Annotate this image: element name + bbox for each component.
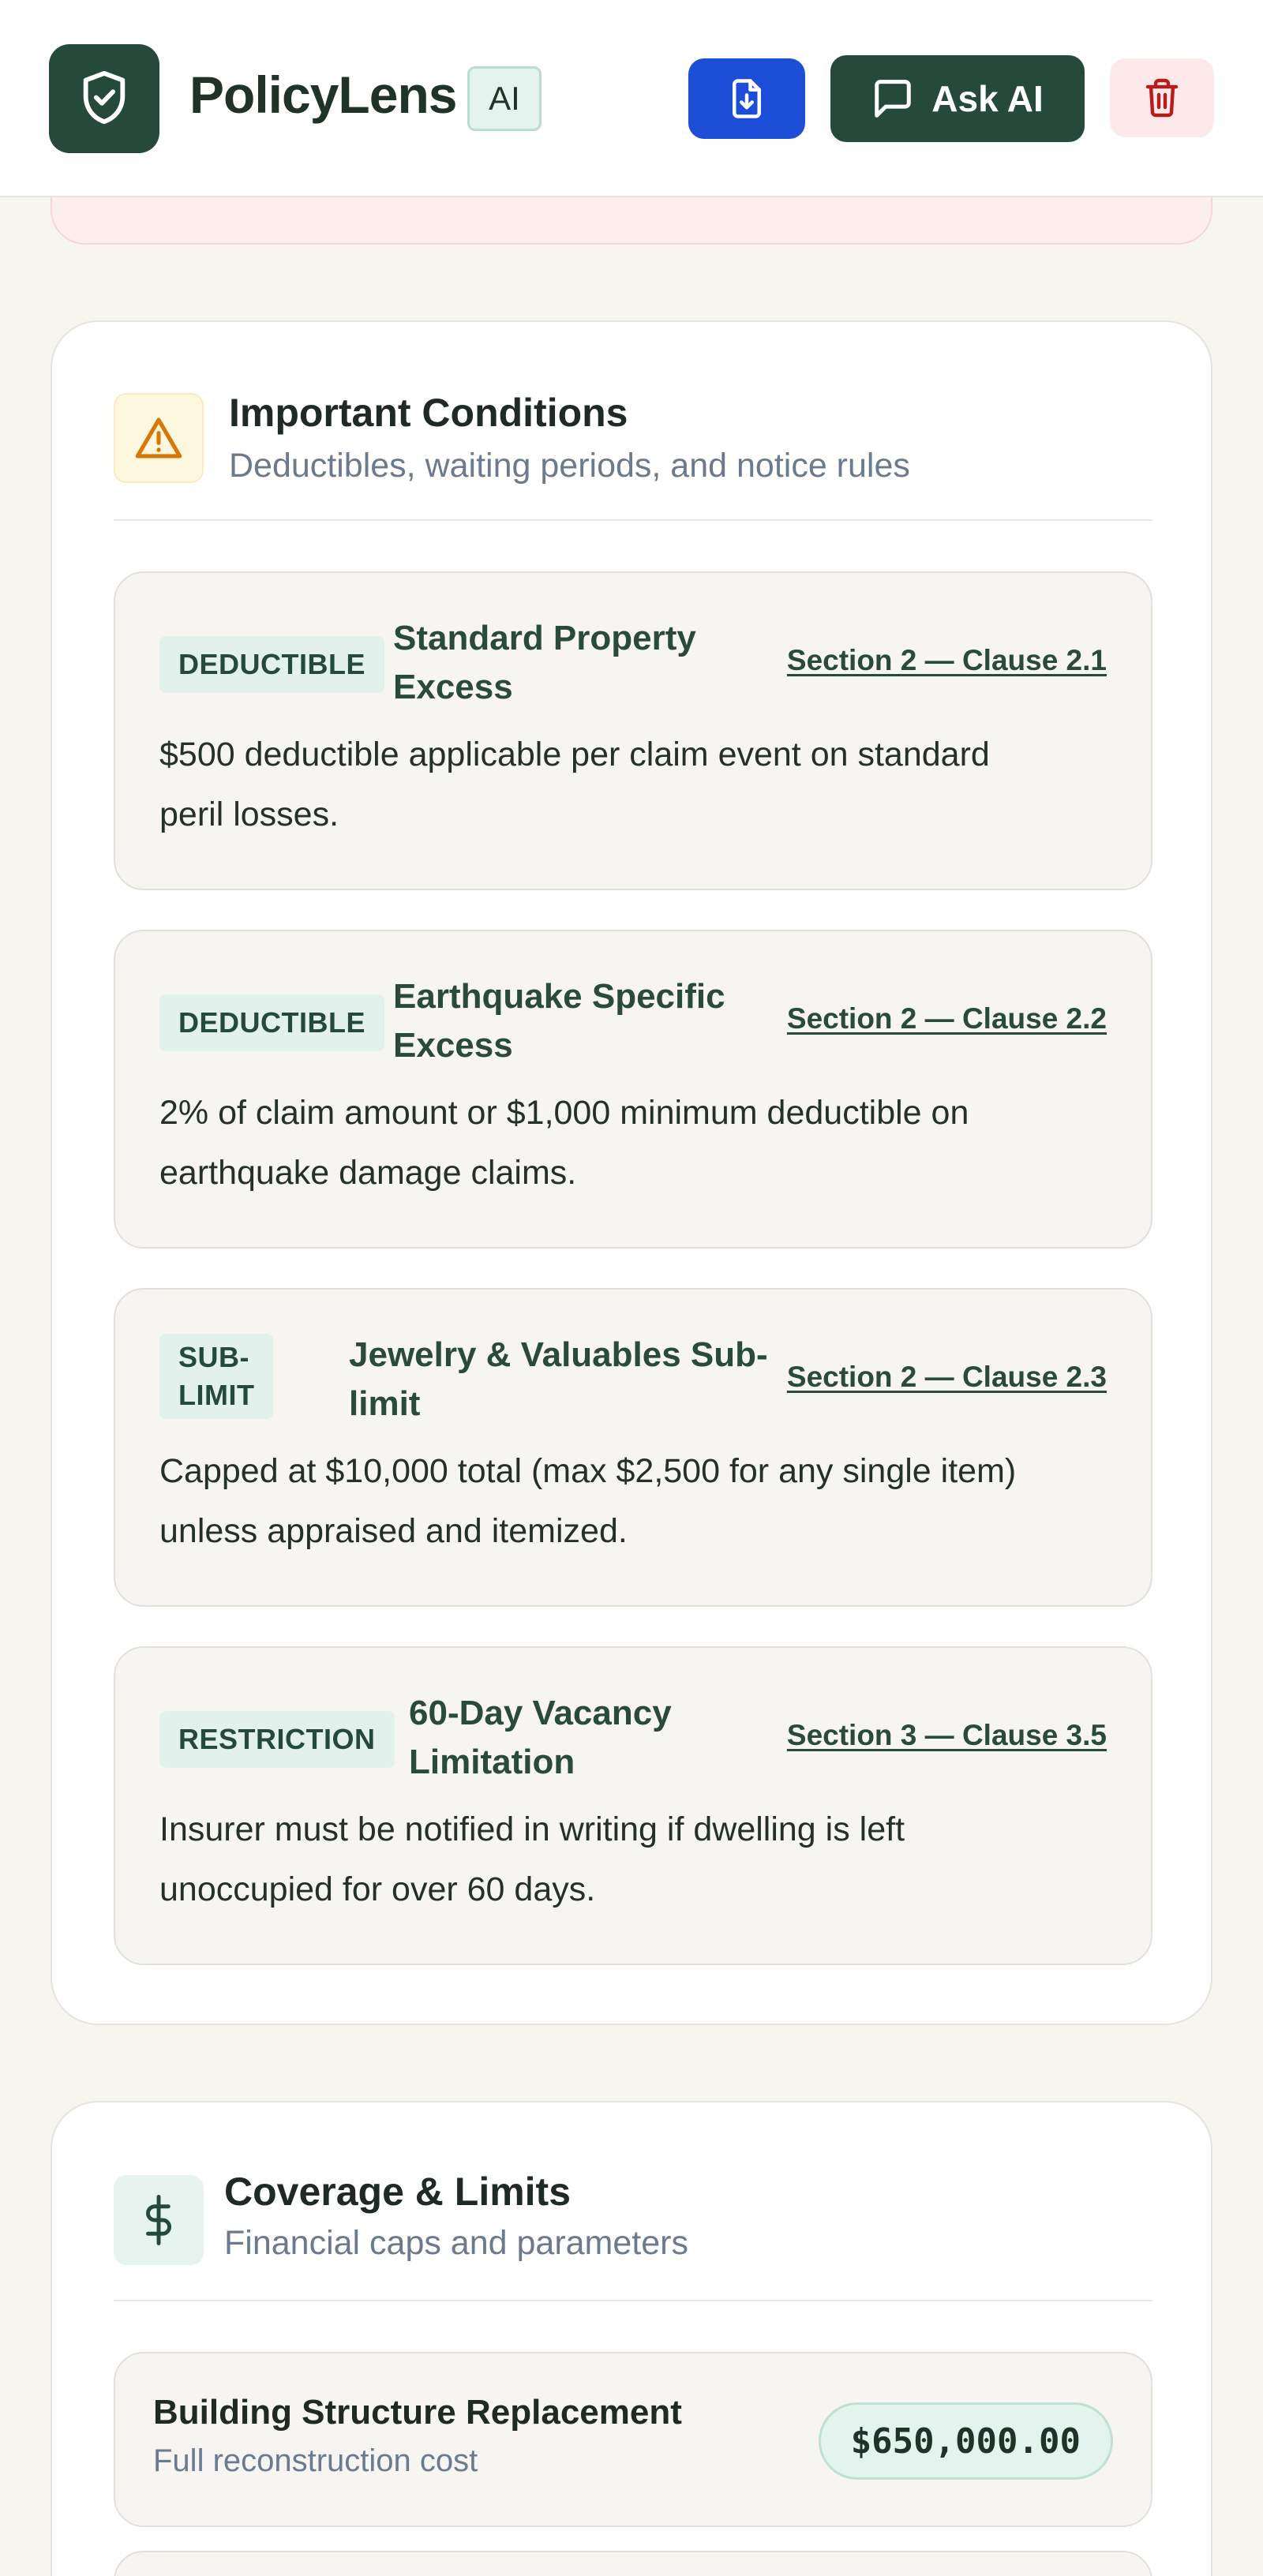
dollar-icon — [114, 2175, 204, 2265]
condition-tag: SUB- LIMIT — [159, 1334, 273, 1419]
coverage-item — [114, 2352, 1152, 2527]
condition-title: Standard Property Excess — [393, 619, 696, 706]
condition-description: 2% of claim amount or $1,000 minimum deductible on earthquake damage claims. — [159, 1094, 969, 1192]
section-title: Coverage & Limits — [224, 2170, 572, 2214]
clause-reference-link[interactable]: Section 2 — Clause 2.1 — [786, 644, 1107, 676]
alert-triangle-icon — [114, 393, 204, 483]
ask-ai-button[interactable] — [830, 55, 1085, 142]
coverage-item — [114, 2551, 1152, 2576]
file-download-icon — [729, 77, 765, 120]
condition-item — [114, 1288, 1152, 1607]
coverage-value-badge: $650,000.00 — [819, 2402, 1113, 2480]
clause-reference-link[interactable]: Section 3 — Clause 3.5 — [786, 1719, 1107, 1751]
condition-description: Capped at $10,000 total (max $2,500 for any single item) unless appraised and itemized. — [159, 1452, 1017, 1550]
app-name: PolicyLens — [189, 66, 457, 124]
coverage-name: Building Structure Replacement — [153, 2393, 682, 2432]
condition-description: $500 deductible applicable per claim event on standard peril losses. — [159, 736, 990, 833]
section-title: Important Conditions — [229, 391, 628, 435]
delete-button[interactable] — [1110, 58, 1214, 137]
shield-check-icon — [49, 44, 159, 153]
condition-title: Jewelry & Valuables Sub- limit — [349, 1335, 768, 1423]
coverage-limits-card — [51, 2101, 1212, 2576]
trash-icon — [1145, 77, 1179, 118]
export-button[interactable] — [688, 58, 805, 139]
important-conditions-card — [51, 320, 1212, 2025]
section-divider — [114, 519, 1152, 521]
condition-description: Insurer must be notified in writing if dwelling is left unoccupied for over 60 days. — [159, 1810, 905, 1908]
app-header — [0, 0, 1263, 197]
coverage-note: Full reconstruction cost — [153, 2443, 478, 2478]
condition-title: Earthquake Specific Excess — [393, 977, 725, 1065]
condition-title: 60-Day Vacancy Limitation — [409, 1694, 672, 1781]
section-subtitle: Financial caps and parameters — [224, 2224, 688, 2262]
condition-tag: DEDUCTIBLE — [159, 636, 384, 693]
ai-badge: AI — [467, 66, 542, 131]
section-divider — [114, 2300, 1152, 2301]
message-square-icon — [871, 78, 914, 119]
clause-reference-link[interactable]: Section 2 — Clause 2.2 — [786, 1002, 1107, 1035]
condition-item — [114, 1646, 1152, 1965]
clause-reference-link[interactable]: Section 2 — Clause 2.3 — [786, 1361, 1107, 1393]
condition-item — [114, 930, 1152, 1249]
section-subtitle: Deductibles, waiting periods, and notice rules — [229, 447, 910, 485]
condition-item — [114, 571, 1152, 890]
condition-tag: RESTRICTION — [159, 1711, 395, 1768]
condition-tag: DEDUCTIBLE — [159, 994, 384, 1051]
ask-ai-label: Ask AI — [931, 78, 1044, 119]
